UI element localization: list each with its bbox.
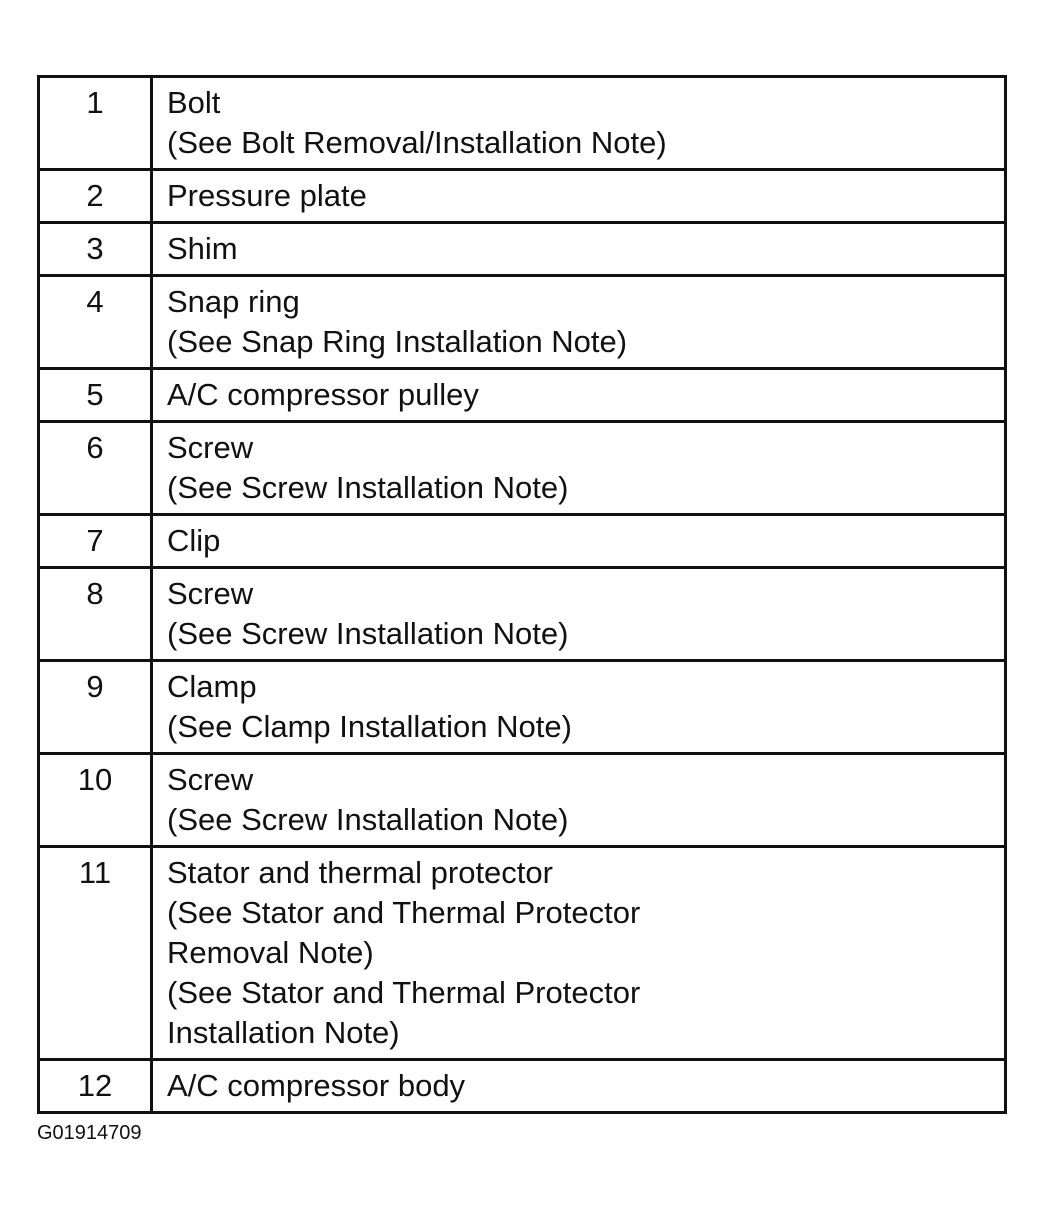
description-line: Removal Note) (167, 935, 374, 970)
table-row (39, 1060, 1006, 1113)
description-line: Clip (167, 523, 221, 558)
description-line: (See Snap Ring Installation Note) (167, 324, 628, 359)
description-line: (See Bolt Removal/Installation Note) (167, 125, 667, 160)
description-line: Screw (167, 762, 254, 797)
item-number: 12 (39, 1060, 152, 1113)
description-line: (See Stator and Thermal Protector (167, 895, 641, 930)
description-line: (See Screw Installation Note) (167, 470, 569, 505)
item-description (152, 223, 1006, 276)
item-description (152, 276, 1006, 369)
item-description (152, 754, 1006, 847)
item-number: 11 (39, 847, 152, 1060)
item-number: 2 (39, 170, 152, 223)
parts-legend-table (37, 75, 1007, 1114)
item-number: 8 (39, 568, 152, 661)
description-line: Pressure plate (167, 178, 367, 213)
item-number: 6 (39, 422, 152, 515)
description-line: Installation Note) (167, 1015, 400, 1050)
table-row (39, 847, 1006, 1060)
item-description (152, 661, 1006, 754)
description-line: Shim (167, 231, 238, 266)
item-number: 9 (39, 661, 152, 754)
item-description (152, 1060, 1006, 1113)
table-row (39, 754, 1006, 847)
item-number: 5 (39, 369, 152, 422)
item-description (152, 515, 1006, 568)
table-row (39, 422, 1006, 515)
table-row (39, 369, 1006, 422)
description-line: Screw (167, 576, 254, 611)
description-line: Screw (167, 430, 254, 465)
item-description (152, 77, 1006, 170)
table-row (39, 170, 1006, 223)
table-row (39, 276, 1006, 369)
description-line: Bolt (167, 85, 221, 120)
figure-code: G01914709 (37, 1122, 142, 1144)
item-number: 4 (39, 276, 152, 369)
item-description (152, 847, 1006, 1060)
item-description (152, 422, 1006, 515)
table-row (39, 223, 1006, 276)
description-line: Stator and thermal protector (167, 855, 553, 890)
item-number: 7 (39, 515, 152, 568)
table-row (39, 515, 1006, 568)
item-number: 3 (39, 223, 152, 276)
description-line: Clamp (167, 669, 257, 704)
parts-legend-body (39, 77, 1006, 1113)
item-description (152, 369, 1006, 422)
table-row (39, 77, 1006, 170)
item-number: 1 (39, 77, 152, 170)
table-row (39, 661, 1006, 754)
table-row (39, 568, 1006, 661)
item-number: 10 (39, 754, 152, 847)
item-description (152, 170, 1006, 223)
description-line: (See Screw Installation Note) (167, 802, 569, 837)
description-line: A/C compressor pulley (167, 377, 479, 412)
description-line: A/C compressor body (167, 1068, 466, 1103)
description-line: (See Screw Installation Note) (167, 616, 569, 651)
description-line: (See Clamp Installation Note) (167, 709, 572, 744)
description-line: Snap ring (167, 284, 300, 319)
description-line: (See Stator and Thermal Protector (167, 975, 641, 1010)
item-description (152, 568, 1006, 661)
